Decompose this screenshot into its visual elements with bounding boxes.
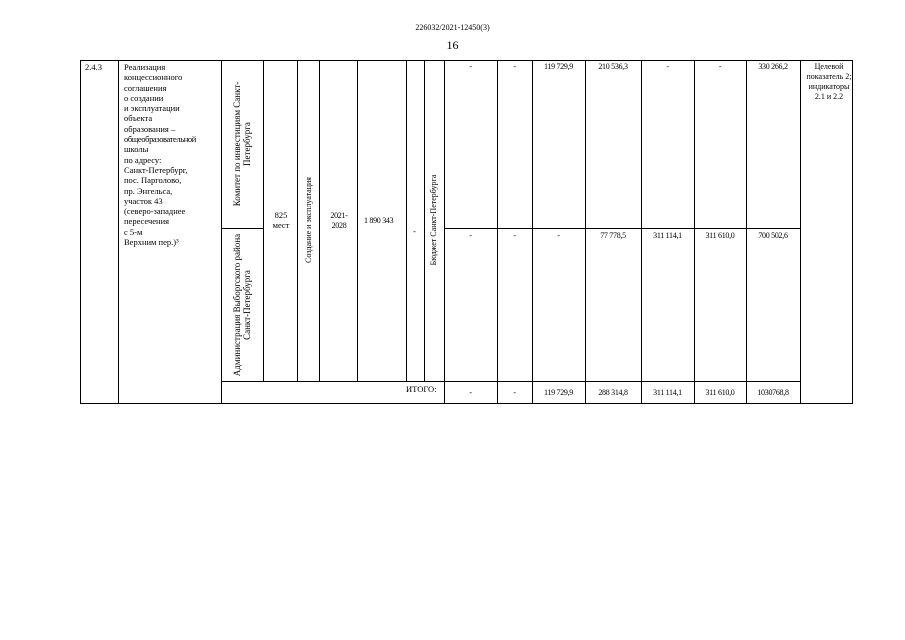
- table-cell: 77 778,5: [600, 231, 626, 240]
- executor-investment-committee: Комитет по инвестициям Санкт-Петербурга: [232, 81, 252, 207]
- table-cell: 288 314,8: [598, 388, 628, 397]
- document-number: 226032/2021-12450(3): [415, 23, 490, 32]
- table-cell: -: [469, 388, 472, 397]
- total-cost: 1 890 343: [364, 216, 394, 225]
- action-type: Создание и эксплуатация: [304, 177, 313, 263]
- table-cell: 210 536,3: [598, 62, 628, 71]
- table-cell: -: [469, 231, 472, 240]
- table-cell: -: [666, 62, 669, 71]
- table-cell: 311 114,1: [653, 388, 682, 397]
- table-cell: 1030768,8: [757, 388, 789, 397]
- table-cell: -: [718, 62, 722, 71]
- total-label: ИТОГО:: [406, 384, 437, 394]
- table-cell: 700 502,6: [758, 231, 788, 240]
- funding-source: Бюджет Санкт-Петербурга: [429, 174, 438, 266]
- measure-description: Реализация концессионного соглашения о создании и эксплуатации объекта образования – общеобразовательной школы по адресу: Санкт-Петербург, пос. Парголово, пр. Энгельса, участок 43 (северо-западнее пересечения с 5-м Верхним пер.)³: [124, 62, 196, 248]
- table-cell: 119 729,9: [543, 388, 573, 397]
- table-cell: -: [557, 231, 560, 240]
- table-cell: 311 610,0: [705, 231, 735, 240]
- table-cell: -: [469, 62, 472, 71]
- implementation-period: 2021- 2028: [330, 211, 348, 230]
- table-cell: 119 729,9: [543, 62, 573, 71]
- table-cell: 330 266,2: [758, 62, 788, 71]
- table-cell: 311 610,0: [705, 388, 735, 397]
- row-number: 2.4.3: [85, 62, 102, 72]
- table-cell: 311 114,1: [653, 231, 682, 240]
- page-number: 16: [446, 38, 459, 52]
- table-cell: -: [513, 388, 516, 397]
- capacity: 825 мест: [272, 210, 290, 230]
- table-cell: -: [513, 231, 516, 240]
- executor-vyborg-district-administration: Администрация Выборгского района Санкт-Петербурга: [232, 233, 252, 377]
- target-indicators-note: Целевой показатель 2; индикаторы 2.1 и 2.2: [806, 62, 852, 101]
- table-cell: -: [513, 62, 516, 71]
- dash-value: -: [413, 226, 416, 236]
